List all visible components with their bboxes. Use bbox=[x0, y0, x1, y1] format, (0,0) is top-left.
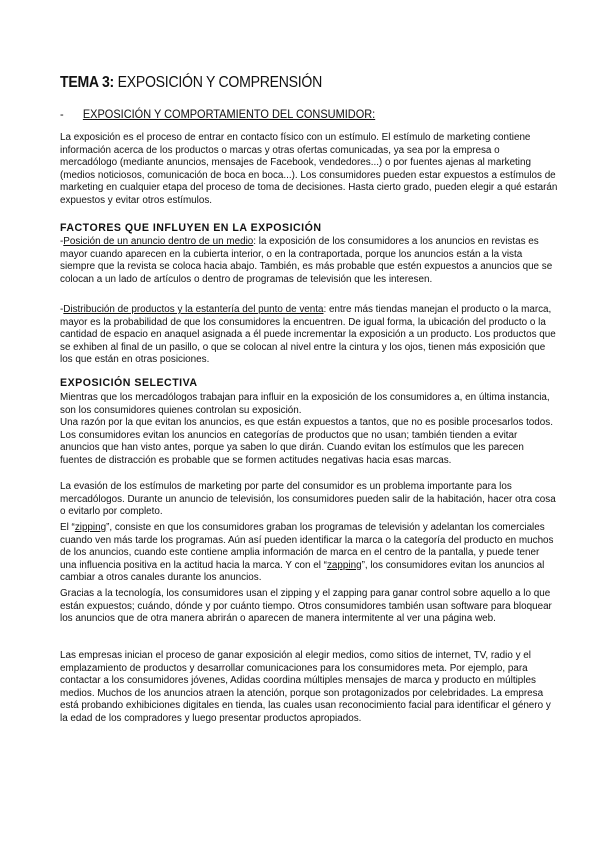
selectiva-paragraph-4 bbox=[60, 522, 558, 585]
p4-text-a: El “ bbox=[60, 522, 75, 533]
page-title bbox=[60, 74, 498, 92]
selectiva-paragraph-2: Una razón por la que evitan los anuncios, es que están expuestos a tantos, que no es posible procesarlos todos. Los consumidores evitan los anuncios en categorías de productos que no usan; también tienden a evitar anuncios que han visto antes, porque ya saben lo que dirán. Cuando evitan los estímulos que les parecen fuentes de distracción es probable que se formen actitudes negativas hacia esas marcas. bbox=[60, 417, 553, 466]
factor-item-dash: - bbox=[60, 236, 64, 247]
p4-text-b: ”, consiste en que los consumidores graban los programas de televisión y adelantan los comerciales cuando ven más tarde los programas. Aún así pueden identificar la marca o la categoría del producto en muchos de los anuncios, cuando este contiene amplia información de marca en el centro de la pantalla, y puede tener una influencia positiva en la actitud hacia la marca. Y con el “ bbox=[60, 522, 554, 571]
intro-paragraph: La exposición es el proceso de entrar en contacto físico con un estímulo. El estímulo de marketing contiene información acerca de los productos o marcas y otras ofertas comunicadas, ya sea por la empresa o mercadólogo (mediante anuncios, mensajes de Facebook, vendedores...) o por fuentes ajenas al marketing (medios noticiosos, comunicación de boca en boca...). Los consumidores pueden estar expuestos a estímulos de marketing en cualquier etapa del proceso de toma de decisiones. Hasta cierto grado, pueden elegir a qué estarán expuestos y evitar otros estímulos. bbox=[60, 132, 558, 206]
factores-heading: FACTORES QUE INFLUYEN EN LA EXPOSICIÓN bbox=[60, 222, 322, 234]
factor-item-dash: - bbox=[60, 304, 64, 315]
factor-term-posicion: Posición de un anuncio dentro de un medio bbox=[63, 236, 254, 247]
title-prefix: TEMA 3: bbox=[60, 74, 114, 91]
title-text: EXPOSICIÓN Y COMPRENSIÓN bbox=[117, 74, 323, 91]
selectiva-paragraph-3: La evasión de los estímulos de marketing por parte del consumidor es un problema importante para los mercadólogos. Durante un anuncio de televisión, los consumidores pueden salir de la habitación, hacer otra cosa o evitarlo por completo. bbox=[60, 481, 556, 518]
factor-text-distribucion: : entre más tiendas manejan el producto o la marca, mayor es la probabilidad de que los consumidores la encuentren. De igual forma, la ubicación del producto o la cantidad de espacio en anaquel asignada a él puede incrementar la exposición a un producto. Los productos que se exhiben al final de un pasillo, o que se colocan al nivel entre la cintura y los ojos, tienen más exposición que los que están en otras posiciones. bbox=[60, 304, 556, 366]
factor-item-posicion bbox=[60, 236, 558, 286]
selectiva-paragraph-6: Las empresas inician el proceso de ganar exposición al elegir medios, como sitios de internet, TV, radio y el emplazamiento de productos y desarrollar comunicaciones para los consumidores meta. Por ejemplo, para contactar a los consumidores jóvenes, Adidas coordina múltiples mensajes de marca y producto en múltiples medios. Muchos de los anuncios atraen la atención, porque son protagonizados por celebridades. La empresa está probando exhibiciones digitales en tienda, las cuales usan reconocimiento facial para identificar el género y la edad de los compradores y luego presentar productos apropiados. bbox=[60, 650, 551, 724]
subtitle-dash: - bbox=[60, 107, 64, 121]
p4-text-c: ”, los consumidores evitan los anuncios al cambiar a otros canales durante los anuncios. bbox=[60, 559, 545, 584]
section-subtitle bbox=[60, 107, 528, 121]
zapping-term: zapping bbox=[326, 559, 362, 571]
factor-term-distribucion: Distribución de productos y la estantería del punto de venta bbox=[63, 304, 324, 315]
factor-item-distribucion bbox=[60, 304, 558, 367]
selectiva-heading: EXPOSICIÓN SELECTIVA bbox=[60, 377, 198, 389]
factor-text-posicion: : la exposición de los consumidores a los anuncios en revistas es mayor cuando aparecen en la cubierta interior, o en la contraportada, porque los anuncios están a la vista siempre que la revista se coloca hacia abajo. También, es más probable que estén expuestos a anuncios que se colocan a un lado de artículos o dentro de programas de televisión que les interesen. bbox=[60, 236, 553, 285]
selectiva-paragraph-5: Gracias a la tecnología, los consumidores usan el zipping y el zapping para ganar control sobre aquello a lo que están expuestos; cuándo, dónde y por cuánto tiempo. Otros consumidores también usan software para bloquear los anuncios que de otra manera abrirán o aparecen de manera intermitente al ver una página web. bbox=[60, 588, 552, 625]
zipping-term: zipping bbox=[74, 522, 107, 533]
selectiva-paragraph-1: Mientras que los mercadólogos trabajan para influir en la exposición de los consumidores a, en última instancia, son los consumidores quienes controlan su exposición. bbox=[60, 392, 550, 416]
subtitle-text: EXPOSICIÓN Y COMPORTAMIENTO DEL CONSUMIDOR: bbox=[82, 107, 376, 121]
